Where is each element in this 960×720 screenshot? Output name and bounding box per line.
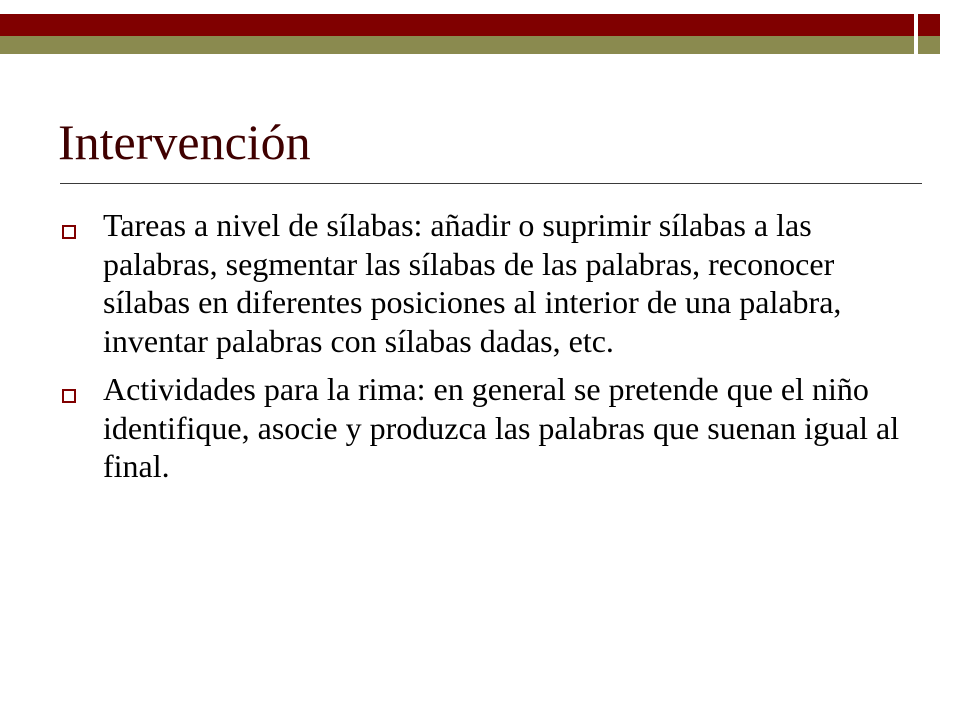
bullet-item-syllables: [0, 206, 960, 360]
square-bullet-icon: [62, 389, 76, 403]
header-square-dark: [918, 14, 940, 36]
bullet-text: Actividades para la rima: en general se pretende que el niño identifique, asocie y produzca las palabras que suenan igual al final.: [103, 371, 900, 484]
bullet-list: [0, 206, 960, 496]
header-bar-olive: [0, 36, 914, 54]
title-divider: [60, 183, 922, 184]
header-bar-dark: [0, 14, 914, 36]
bullet-item-rhyme: [0, 370, 960, 486]
slide-title: Intervención: [58, 114, 311, 170]
square-bullet-icon: [62, 225, 76, 239]
bullet-text: Tareas a nivel de sílabas: añadir o suprimir sílabas a las palabras, segmentar las sílabas de las palabras, reconocer sílabas en diferentes posiciones al interior de una palabra, inventar palabras con sílabas dadas, etc.: [103, 207, 842, 359]
header-square-olive: [918, 36, 940, 54]
